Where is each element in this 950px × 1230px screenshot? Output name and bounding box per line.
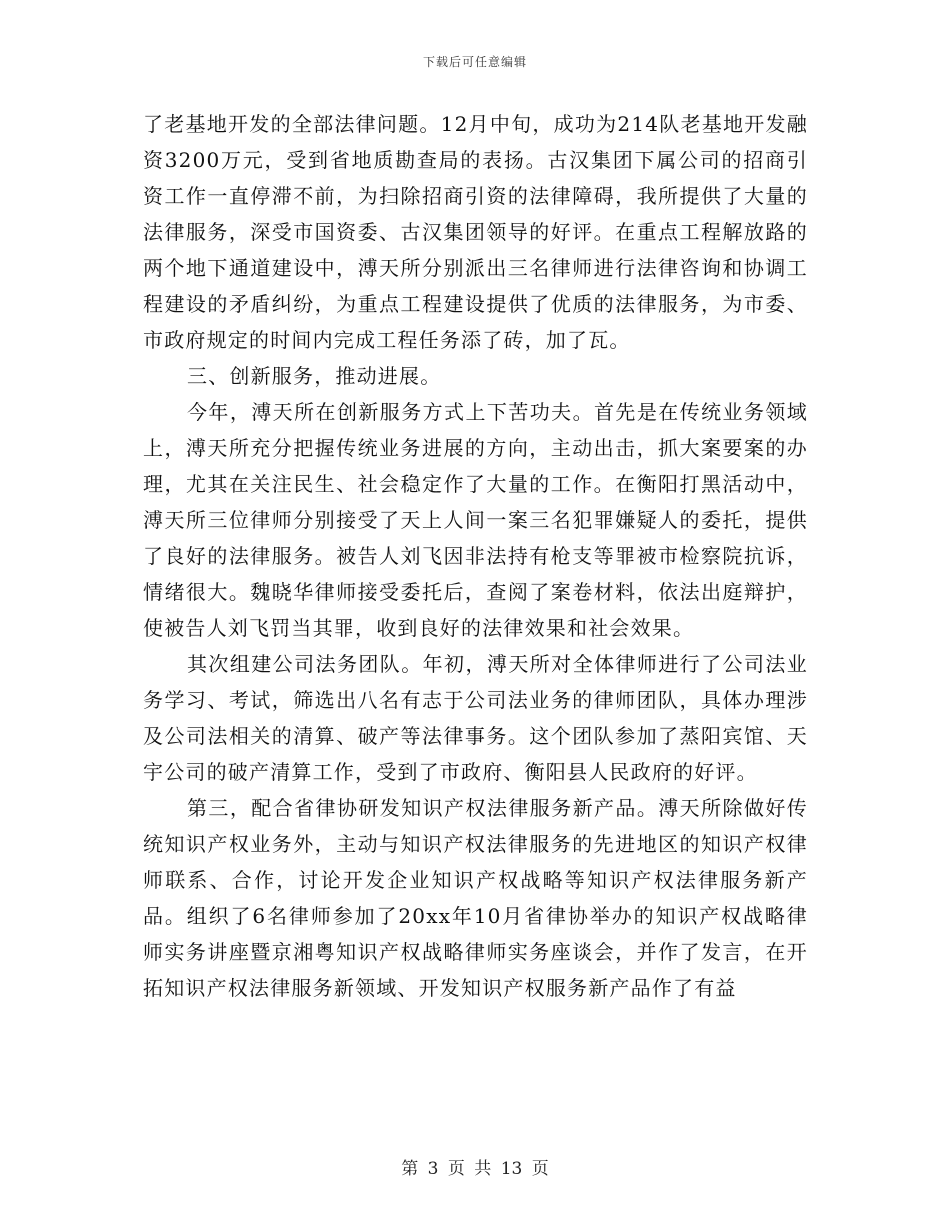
document-body <box>143 106 808 1006</box>
paragraph: 今年，溥天所在创新服务方式上下苦功夫。首先是在传统业务领域上，溥天所充分把握传统业务进展的方向，主动出击，抓大案要案的办理，尤其在关注民生、社会稳定作了大量的工作。在衡阳打黑活动中，溥天所三位律师分别接受了天上人间一案三名犯罪嫌疑人的委托，提供了良好的法律服务。被告人刘飞因非法持有枪支等罪被市检察院抗诉，情绪很大。魏晓华律师接受委托后，查阅了案卷材料，依法出庭辩护，使被告人刘飞罚当其罪，收到良好的法律效果和社会效果。 <box>143 400 808 640</box>
page-number-footer: 第 3 页 共 13 页 <box>401 1159 549 1179</box>
paragraph: 其次组建公司法务团队。年初，溥天所对全体律师进行了公司法业务学习、考试，筛选出八名有志于公司法业务的律师团队，具体办理涉及公司法相关的清算、破产等法律事务。这个团队参加了蒸阳宾馆、天宇公司的破产清算工作，受到了市政府、衡阳县人民政府的好评。 <box>143 652 808 784</box>
paragraph: 第三，配合省律协研发知识产权法律服务新产品。溥天所除做好传统知识产权业务外，主动与知识产权法律服务的先进地区的知识产权律师联系、合作，讨论开发企业知识产权战略等知识产权法律服务新产品。组织了6名律师参加了20xx年10月省律协举办的知识产权战略律师实务讲座暨京湘粤知识产权战略律师实务座谈会，并作了发言，在开拓知识产权法律服务新领域、开发知识产权服务新产品作了有益 <box>143 796 808 1000</box>
page-header: 下载后可任意编辑 <box>422 55 527 69</box>
paragraph-continuation: 了老基地开发的全部法律问题。12月中旬，成功为214队老基地开发融资3200万元，受到省地质勘查局的表扬。古汉集团下属公司的招商引资工作一直停滞不前，为扫除招商引资的法律障碍，我所提供了大量的法律服务，深受市国资委、古汉集团领导的好评。在重点工程解放路的两个地下通道建设中，溥天所分别派出三名律师进行法律咨询和协调工程建设的矛盾纠纷，为重点工程建设提供了优质的法律服务，为市委、市政府规定的时间内完成工程任务添了砖，加了瓦。 <box>143 112 808 352</box>
section-heading: 三、创新服务，推动进展。 <box>187 364 442 388</box>
